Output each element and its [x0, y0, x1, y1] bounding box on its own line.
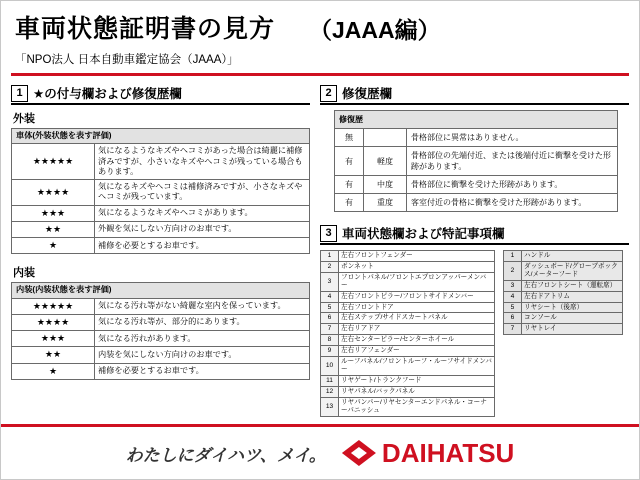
- part-name: ダッシュボード/グローブボックス/メーターフード: [522, 261, 623, 280]
- rating-stars: ★★★: [12, 205, 95, 221]
- section-2-number: 2: [320, 85, 337, 102]
- right-column: [320, 84, 629, 417]
- daihatsu-logo-icon: [342, 440, 376, 466]
- repair-grade: 重度: [364, 194, 407, 212]
- table-row: [335, 147, 618, 176]
- list-item: [321, 272, 495, 291]
- page-title-sub: （JAAA編）: [309, 17, 441, 43]
- part-number: 5: [504, 302, 522, 313]
- part-name: 左右フロントフェンダー: [339, 251, 495, 262]
- part-number: 6: [321, 313, 339, 324]
- repair-table-header: 修復歴: [335, 111, 618, 129]
- part-name: 左右フロントピラー/フロントサイドメンバー: [339, 291, 495, 302]
- part-number: 6: [504, 313, 522, 324]
- rating-description: 外観を気にしない方向けのお車です。: [95, 221, 310, 237]
- part-number: 11: [321, 375, 339, 386]
- list-item: [504, 313, 623, 324]
- rating-description: 補修を必要とするお車です。: [95, 363, 310, 379]
- repair-description: 骨格部位に異常はありません。: [407, 129, 618, 147]
- repair-description: 骨格部位に衝撃を受けた形跡があります。: [407, 176, 618, 194]
- list-item: [321, 335, 495, 346]
- repair-mark: 有: [335, 147, 364, 176]
- rating-stars: ★★: [12, 347, 95, 363]
- section-3-number: 3: [320, 225, 337, 242]
- page-title: [1, 1, 639, 47]
- list-item: [321, 375, 495, 386]
- repair-description: 客室付近の骨格に衝撃を受けた形跡があります。: [407, 194, 618, 212]
- table-row: [12, 314, 310, 330]
- part-name: 左右ドアトリム: [522, 291, 623, 302]
- rating-description: 気になる汚れ等がない綺麗な室内を保っています。: [95, 298, 310, 314]
- part-number: 2: [504, 261, 522, 280]
- section-1-number: 1: [11, 85, 28, 102]
- footer-banner: [1, 424, 639, 479]
- rating-description: 気になるようなキズやヘコミがあった場合は綺麗に補修済みですが、小さいなキズやヘコミが残っている場合もあります。: [95, 144, 310, 180]
- rating-stars: ★★★: [12, 331, 95, 347]
- part-number: 8: [321, 335, 339, 346]
- part-number: 7: [321, 324, 339, 335]
- part-number: 1: [321, 251, 339, 262]
- list-item: [504, 291, 623, 302]
- exterior-table: [11, 128, 310, 254]
- part-name: 左右リアドア: [339, 324, 495, 335]
- exterior-label: 外装: [13, 113, 35, 125]
- list-item: [504, 324, 623, 335]
- content-columns: [1, 76, 639, 417]
- part-name: リヤパネル/バックパネル: [339, 386, 495, 397]
- part-number: 10: [321, 357, 339, 376]
- part-name: リヤパンパー/リヤセンターエンドパネル・コーナーパニッシュ: [339, 397, 495, 416]
- list-item: [321, 386, 495, 397]
- part-number: 4: [504, 291, 522, 302]
- repair-grade: 軽度: [364, 147, 407, 176]
- exterior-parts-table: [320, 250, 495, 417]
- table-row: [335, 194, 618, 212]
- rating-stars: ★: [12, 363, 95, 379]
- list-item: [321, 251, 495, 262]
- part-name: ルーフパネル/フロントルーフ・ルーフサイドメンバー: [339, 357, 495, 376]
- repair-description: 骨格部位の先端付近、または後端付近に衝撃を受けた形跡があります。: [407, 147, 618, 176]
- rating-stars: ★★★★: [12, 180, 95, 206]
- list-item: [504, 302, 623, 313]
- section-1-title: ★の付与欄および修復歴欄: [33, 87, 182, 101]
- part-number: 9: [321, 346, 339, 357]
- table-header-row: [335, 111, 618, 129]
- part-number: 5: [321, 302, 339, 313]
- section-3-heading: [320, 224, 629, 245]
- section-2-heading: [320, 84, 629, 105]
- list-item: [504, 261, 623, 280]
- rating-stars: ★★★★★: [12, 298, 95, 314]
- repair-mark: 無: [335, 129, 364, 147]
- table-row: [12, 363, 310, 379]
- part-name: ハンドル: [522, 251, 623, 262]
- part-name: 左右フロントドア: [339, 302, 495, 313]
- list-item: [504, 280, 623, 291]
- repair-mark: 有: [335, 194, 364, 212]
- repair-mark: 有: [335, 176, 364, 194]
- section-3-title: 車両状態欄および特記事項欄: [342, 227, 505, 241]
- repair-history-table: [334, 110, 618, 212]
- interior-parts-table: [503, 250, 623, 335]
- list-item: [321, 346, 495, 357]
- repair-grade: 中度: [364, 176, 407, 194]
- table-row: [12, 298, 310, 314]
- brand-name: DAIHATSU: [381, 437, 515, 468]
- interior-table-header: 内装(内装状態を表す評価): [12, 283, 310, 298]
- part-name: リヤトレイ: [522, 324, 623, 335]
- part-name: ボンネット: [339, 261, 495, 272]
- table-row: [12, 331, 310, 347]
- rating-stars: ★★★★: [12, 314, 95, 330]
- table-row: [12, 347, 310, 363]
- part-number: 2: [321, 261, 339, 272]
- list-item: [321, 291, 495, 302]
- rating-description: 気になるキズやヘコミは補修済みですが、小さなキズやヘコミが残っています。: [95, 180, 310, 206]
- table-row: [335, 176, 618, 194]
- part-number: 13: [321, 397, 339, 416]
- table-row: [335, 129, 618, 147]
- association-name: 「NPO法人 日本自動車鑑定協会（JAAA）」: [15, 54, 239, 66]
- rating-description: 気になる汚れがあります。: [95, 331, 310, 347]
- list-item: [321, 261, 495, 272]
- list-item: [321, 397, 495, 416]
- left-column: [11, 84, 310, 417]
- part-number: 3: [504, 280, 522, 291]
- table-header-row: [12, 129, 310, 144]
- interior-table: [11, 282, 310, 380]
- rating-description: 気になる汚れ等が、部分的にあります。: [95, 314, 310, 330]
- rating-stars: ★: [12, 238, 95, 254]
- part-number: 12: [321, 386, 339, 397]
- rating-stars: ★★: [12, 221, 95, 237]
- table-row: [12, 221, 310, 237]
- part-name: リヤシート（後席）: [522, 302, 623, 313]
- table-row: [12, 180, 310, 206]
- part-name: 左右リアフェンダー: [339, 346, 495, 357]
- table-row: [12, 205, 310, 221]
- part-name: 左右ステップ/サイドスカートパネル: [339, 313, 495, 324]
- section-1-heading: [11, 84, 310, 105]
- list-item: [504, 251, 623, 262]
- list-item: [321, 324, 495, 335]
- part-number: 7: [504, 324, 522, 335]
- list-item: [321, 313, 495, 324]
- part-name: 左右フロントシート（運転席）: [522, 280, 623, 291]
- part-number: 1: [504, 251, 522, 262]
- part-name: リヤゲート/トランクフード: [339, 375, 495, 386]
- interior-label: 内装: [13, 267, 35, 280]
- exterior-table-header: 車体(外装状態を表す評価): [12, 129, 310, 144]
- list-item: [321, 357, 495, 376]
- part-name: フロントパネル/フロントエプロンアッパーメンバー: [339, 272, 495, 291]
- repair-grade: [364, 129, 407, 147]
- table-row: [12, 238, 310, 254]
- rating-description: 内装を気にしない方向けのお車です。: [95, 347, 310, 363]
- part-name: コンソール: [522, 313, 623, 324]
- list-item: [321, 302, 495, 313]
- page-title-main: 車両状態証明書の見方: [15, 15, 276, 43]
- footer-slogan: わたしにダイハツ、メイ。: [125, 445, 326, 465]
- rating-description: 補修を必要とするお車です。: [95, 238, 310, 254]
- rating-description: 気になるようなキズやヘコミがあります。: [95, 205, 310, 221]
- part-number: 4: [321, 291, 339, 302]
- rating-stars: ★★★★★: [12, 144, 95, 180]
- table-header-row: [12, 283, 310, 298]
- part-number: 3: [321, 272, 339, 291]
- section-2-title: 修復歴欄: [342, 87, 393, 101]
- part-name: 左右センターピラー/センターホイール: [339, 335, 495, 346]
- table-row: [12, 144, 310, 180]
- parts-lists: [320, 250, 629, 417]
